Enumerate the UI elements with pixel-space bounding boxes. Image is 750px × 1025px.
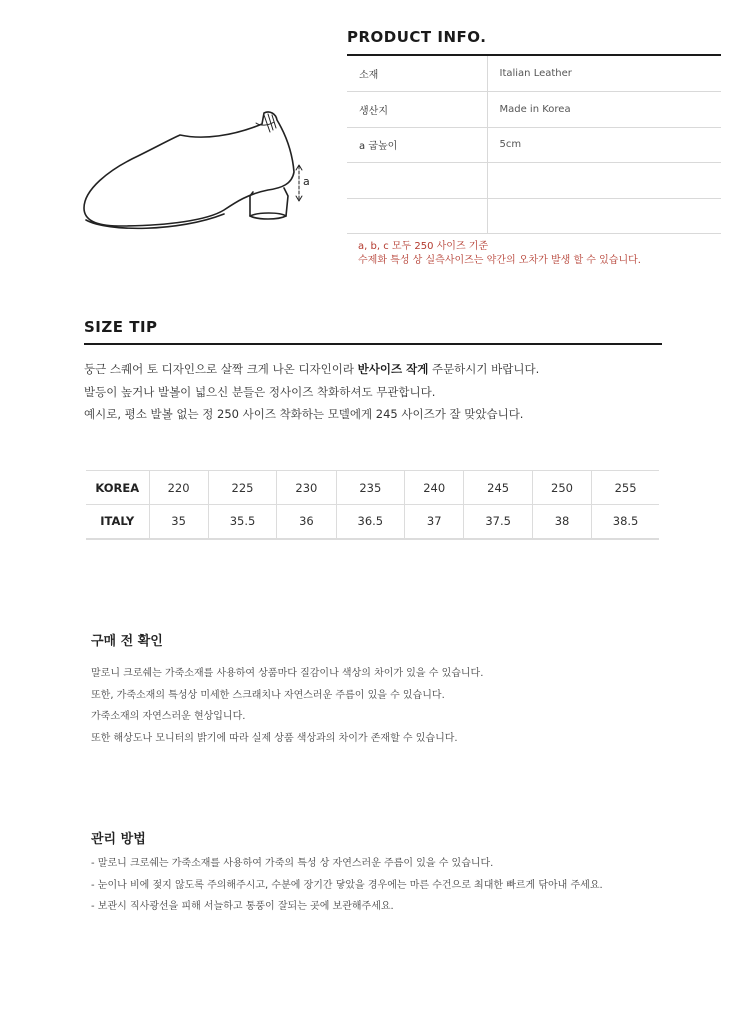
- size-cell: 225: [208, 471, 277, 505]
- info-label: [347, 198, 487, 234]
- size-tip-divider: [84, 343, 662, 345]
- info-label: [347, 163, 487, 199]
- size-row-label: KOREA: [86, 471, 149, 505]
- before-purchase-line: 말로니 크로쉐는 가죽소재를 사용하여 상품마다 질감이나 색상의 차이가 있을 수 있습니다.: [91, 668, 484, 679]
- info-label: a 굽높이: [347, 127, 487, 163]
- size-cell: 35: [149, 505, 208, 539]
- care-line: - 눈이나 비에 젖지 않도록 주의해주시고, 수분에 장기간 닿았을 경우에는 마른 수건으로 최대한 빠르게 닦아내 주세요.: [91, 879, 603, 891]
- shoe-diagram: [78, 108, 328, 238]
- table-row: [347, 127, 721, 163]
- shoe-upper-outline: [84, 112, 294, 226]
- table-row: [86, 471, 659, 505]
- size-cell: 220: [149, 471, 208, 505]
- size-tip-line: 발등이 높거나 발볼이 넓으신 분들은 정사이즈 착화하셔도 무관합니다.: [84, 384, 436, 399]
- size-tip-highlight: 반사이즈 작게: [357, 362, 429, 376]
- size-tip-line: [84, 358, 539, 381]
- product-info-title: PRODUCT INFO.: [347, 28, 487, 46]
- before-purchase-title: 구매 전 확인: [91, 634, 163, 649]
- size-tip-text-part: 둥근 스퀘어 토 디자인으로 살짝 크게 나온 디자인이라: [84, 362, 358, 376]
- product-info-table: [347, 56, 721, 234]
- size-cell: 36.5: [336, 505, 405, 539]
- size-conversion-table: [86, 470, 659, 540]
- info-label: 소재: [347, 56, 487, 92]
- size-cell: 255: [592, 471, 659, 505]
- table-row: [347, 56, 721, 92]
- care-line: - 보관시 직사광선을 피해 서늘하고 통풍이 잘되는 곳에 보관해주세요.: [91, 901, 394, 912]
- size-cell: 250: [532, 471, 591, 505]
- size-tip-title: SIZE TIP: [84, 318, 158, 336]
- size-cell: 38.5: [592, 505, 659, 539]
- size-cell: 235: [336, 471, 405, 505]
- before-purchase-line: 또한 해상도나 모니터의 밝기에 따라 실제 상품 색상과의 차이가 존재할 수 있습니다.: [91, 732, 458, 744]
- size-row-label: ITALY: [86, 505, 149, 539]
- size-tip-line: 예시로, 평소 발볼 없는 정 250 사이즈 착화하는 모델에게 245 사이즈가 잘 맞았습니다.: [84, 407, 524, 421]
- info-note-line: a, b, c 모두 250 사이즈 기준: [358, 241, 489, 252]
- size-tip-text-part: 주문하시기 바랍니다.: [428, 362, 540, 376]
- care-text: [91, 853, 603, 918]
- size-cell: 37.5: [464, 505, 533, 539]
- info-note: [358, 240, 641, 268]
- before-purchase-text: [91, 663, 483, 749]
- size-cell: 35.5: [208, 505, 277, 539]
- care-line: - 말로니 크로쉐는 가죽소재를 사용하여 가죽의 특성 상 자연스러운 주름이 있을 수 있습니다.: [91, 858, 494, 869]
- info-value: [487, 198, 721, 234]
- size-cell: 230: [277, 471, 336, 505]
- size-cell: 38: [532, 505, 591, 539]
- info-value: [487, 163, 721, 199]
- info-value: Made in Korea: [487, 92, 721, 128]
- care-title: 관리 방법: [91, 832, 146, 847]
- info-label: 생산지: [347, 92, 487, 128]
- size-cell: 240: [405, 471, 464, 505]
- table-row: [347, 198, 721, 234]
- size-cell: 36: [277, 505, 336, 539]
- before-purchase-line: 가죽소재의 자연스러운 현상입니다.: [91, 711, 246, 722]
- before-purchase-line: 또한, 가죽소재의 특성상 미세한 스크래치나 자연스러운 주름이 있을 수 있습니다.: [91, 689, 445, 701]
- info-value: 5cm: [487, 127, 721, 163]
- shoe-sole: [86, 214, 224, 228]
- size-cell: 37: [405, 505, 464, 539]
- info-value: Italian Leather: [487, 56, 721, 92]
- table-row: [347, 163, 721, 199]
- size-cell: 245: [464, 471, 533, 505]
- info-note-line: 수제화 특성 상 실측사이즈는 약간의 오차가 발생 할 수 있습니다.: [358, 255, 641, 266]
- table-row: [347, 92, 721, 128]
- heel-height-label: a: [303, 175, 310, 188]
- table-row: [86, 505, 659, 539]
- size-tip-text: [84, 358, 539, 426]
